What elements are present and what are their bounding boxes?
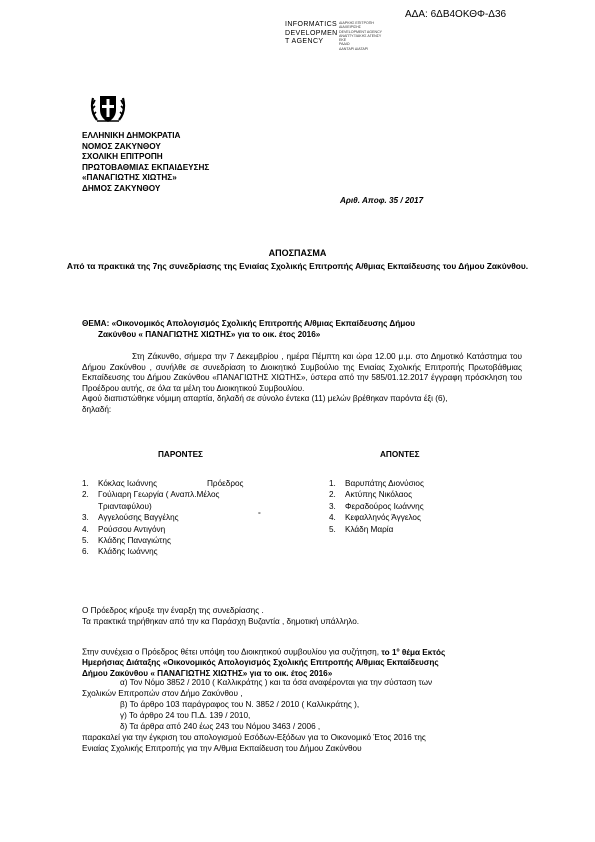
header-line: ΕΛΛΗΝΙΚΗ ΔΗΜΟΚΡΑΤΙΑ xyxy=(82,131,181,140)
logo-fine-line: ΔΙΑΧΕΙΡΙΣΗΣ xyxy=(339,25,362,30)
subject-line-2: Ζακύνθου « ΠΑΝΑΓΙΩΤΗΣ ΧΙΩΤΗΣ» για το οικ. έτος 2016» xyxy=(98,330,321,339)
member-name: Κλάδης Παναγιώτης xyxy=(98,535,171,545)
document-subtitle: Από τα πρακτικά της 7ης συνεδρίασης της Ενιαίας Σχολικής Επιτροπής Α/θμιας Εκπαίδευσης του Δήμου Ζακύνθου. xyxy=(66,261,529,271)
meeting-paragraph: Στη Ζάκυνθο, σήμερα την 7 Δεκεμβρίου , ημέρα Πέμπτη και ώρα 12.00 μ.μ. στο Δημοτικό Κατάστημα του Δήμου Ζακύνθου , συνήλθε σε συνεδρίαση το Διοικητικό Συμβούλιο της Ενιαίας Σχολικής Επιτροπής Πρωτοβάθμιας Εκπαίδευσης του Δήμου Ζακύνθου «ΠΑΝΑΓΙΩΤΗΣ ΧΙΩΤΗΣ», ύστερα από την 585/01.12.2017 έγγραφη πρόσκληση του Προέδρου αυτής, σε όλα τα μέλη του Διοικητικού Συμβουλίου. xyxy=(82,352,522,393)
agenda-item-post: θέμα Εκτός xyxy=(401,647,446,657)
logo-fine-line: ΔΑΝΤΑΡΙ ΔΙΑΤΑΡΙ xyxy=(339,46,369,51)
item-number: 5. xyxy=(329,524,336,534)
opening-statement xyxy=(82,605,359,627)
reference-a: α) Τον Νόμο 3852 / 2010 ( Καλλικράτης ) και τα όσα αναφέρονται για την σύσταση των xyxy=(120,678,433,687)
member-name: Ρούσσου Αντιγόνη xyxy=(98,524,166,534)
item-number: 2. xyxy=(329,490,336,500)
agency-logo-fine-print xyxy=(339,21,382,51)
agenda-line-3: Δήμου Ζακύνθου « ΠΑΝΑΓΙΩΤΗΣ ΧΙΩΤΗΣ» για το οικ. έτος 2016» xyxy=(82,668,333,678)
absent-list xyxy=(329,478,424,535)
list-item xyxy=(82,524,219,535)
item-number: 6. xyxy=(82,547,89,557)
subject-line-1: ΘΕΜΑ: «Οικονομικός Απολογισμός Σχολικής Επιτροπής Α/θμιας Εκπαίδευσης Δήμου xyxy=(82,319,415,328)
list-item xyxy=(82,489,219,500)
member-name: Κλάδη Μαρία xyxy=(345,524,394,534)
member-name: Κόκλας Ιωάννης xyxy=(98,479,158,488)
legal-references xyxy=(82,677,432,754)
reference-b: β) Το άρθρο 103 παράγραφος του Ν. 3852 / 2010 ( Καλλικράτης ), xyxy=(120,700,360,709)
decision-number: Αριθ. Αποφ. 35 / 2017 xyxy=(340,196,424,205)
list-item xyxy=(82,546,219,557)
minutes-keeper-line: Τα πρακτικά τηρήθηκαν από την κα Παράσχη Βυζαντία , δημοτική υπάλληλο. xyxy=(82,617,360,626)
item-number: 1. xyxy=(82,479,89,488)
member-name: Βαρυπάτης Διονύσιος xyxy=(345,479,424,488)
agency-logo-text xyxy=(285,21,338,47)
stray-mark: ° xyxy=(258,512,261,520)
logo-fine-line: DEVELOPMENT AGENCY xyxy=(339,29,383,34)
header-line: ΠΡΩΤΟΒΑΘΜΙΑΣ ΕΚΠΑΙΔΕΥΣΗΣ xyxy=(82,162,210,172)
quorum-line-2: δηλαδή: xyxy=(82,404,112,414)
logo-line: DEVELOPMEN xyxy=(285,29,338,37)
agenda-item-label xyxy=(381,648,445,657)
absent-heading: ΑΠΟΝΤΕΣ xyxy=(380,450,420,459)
agenda-section xyxy=(82,645,445,680)
list-item xyxy=(82,535,219,546)
agenda-line-2: Ημερήσιας Διάταξης «Οικονομικός Απολογισμός Σχολικής Επιτροπής Α/θμιας Εκπαίδευσης xyxy=(82,658,439,668)
opening-line: Ο Πρόεδρος κήρυξε την έναρξη της συνεδρίασης . xyxy=(82,606,264,615)
issuer-header xyxy=(82,131,209,195)
greek-coat-of-arms-icon xyxy=(89,92,127,126)
list-item xyxy=(329,478,424,489)
body-paragraph xyxy=(82,352,522,416)
header-line: ΣΧΟΛΙΚΗ ΕΠΙΤΡΟΠΗ xyxy=(82,152,163,162)
item-number: 4. xyxy=(329,513,336,523)
logo-fine-line: ΕΚΕ xyxy=(339,38,347,43)
item-number: 2. xyxy=(82,490,89,500)
agenda-item-pre: το 1 xyxy=(381,647,397,657)
logo-fine-line: ΔΙΑΡΚΗΣ ΕΠΙΤΡΟΠΗ xyxy=(339,21,374,25)
logo-line: T AGENCY xyxy=(285,38,324,45)
present-list xyxy=(82,478,261,558)
header-line: ΔΗΜΟΣ ΖΑΚΥΝΘΟΥ xyxy=(82,183,161,193)
reference-d: δ) Τα άρθρα από 240 έως 243 του Νόμου 3463 / 2006 , xyxy=(120,722,321,731)
logo-line: INFORMATICS xyxy=(285,21,338,28)
member-name: Κεφαλληνός Άγγελος xyxy=(345,513,421,523)
member-name: Φεραδούρος Ιωάννης xyxy=(345,501,424,511)
member-name: Κλάδης Ιωάννης xyxy=(98,547,158,557)
list-item xyxy=(329,512,424,523)
list-item xyxy=(329,524,424,535)
member-role: Πρόεδρος xyxy=(207,479,244,488)
closing-line: παρακαλεί για την έγκριση του απολογισμού Εσόδων-Εξόδων για το Οικονομικό Έτος 2016 της xyxy=(82,733,426,742)
present-heading: ΠΑΡΟΝΤΕΣ xyxy=(158,450,203,459)
member-name: Αγγελούσης Βαγγέλης xyxy=(98,513,179,523)
item-number: 5. xyxy=(82,535,89,545)
item-number: 3. xyxy=(82,513,89,523)
agenda-item-sup: ο xyxy=(396,647,400,653)
subject-line xyxy=(82,318,415,340)
member-name: Ακτύπης Νικόλαος xyxy=(345,490,413,500)
logo-fine-line: ΑΝΑΠΤΥΞΙΑΚΗΣ ΑΓΕΝΣΥ xyxy=(339,33,382,38)
reference-a-continued: Σχολικών Επιτροπών στον Δήμο Ζακύνθου , xyxy=(82,689,243,698)
member-name: Τριανταφύλου) xyxy=(98,501,152,511)
reference-c: γ) Το άρθρο 24 του Π.Δ. 139 / 2010, xyxy=(120,711,251,720)
list-item xyxy=(82,501,219,512)
ada-code: ΑΔΑ: 6ΔΒ4ΟΚΘΦ-Δ36 xyxy=(405,9,507,20)
header-line: ΝΟΜΟΣ ΖΑΚΥΝΘΟΥ xyxy=(82,141,161,151)
agenda-intro-line xyxy=(82,645,445,658)
closing-line-2: Ενιαίας Σχολικής Επιτροπής για την Α/θμια Εκπαίδευση του Δήμου Ζακύνθου xyxy=(82,744,362,753)
quorum-line: Αφού διαπιστώθηκε νόμιμη απαρτία, δηλαδή σε σύνολο έντεκα (11) μελών βρέθηκαν παρόντα έξι (6), xyxy=(82,394,448,404)
item-number: 3. xyxy=(329,501,336,511)
logo-fine-line: ΡΑΔΙΩ xyxy=(339,42,350,47)
member-name: Γούλιαρη Γεωργία ( Αναπλ.Μέλος xyxy=(98,490,220,500)
list-item xyxy=(82,512,261,523)
item-number: 1. xyxy=(329,479,336,488)
document-title: ΑΠΟΣΠΑΣΜΑ xyxy=(268,248,327,258)
agenda-intro: Στην συνέχεια ο Πρόεδρος θέτει υπόψη του Διοικητικού συμβουλίου για συζήτηση, xyxy=(82,647,379,657)
item-number: 4. xyxy=(82,524,89,534)
list-item xyxy=(82,478,244,489)
list-item xyxy=(329,489,424,500)
list-item xyxy=(329,501,424,512)
header-line: «ΠΑΝΑΓΙΩΤΗΣ ΧΙΩΤΗΣ» xyxy=(82,173,177,183)
